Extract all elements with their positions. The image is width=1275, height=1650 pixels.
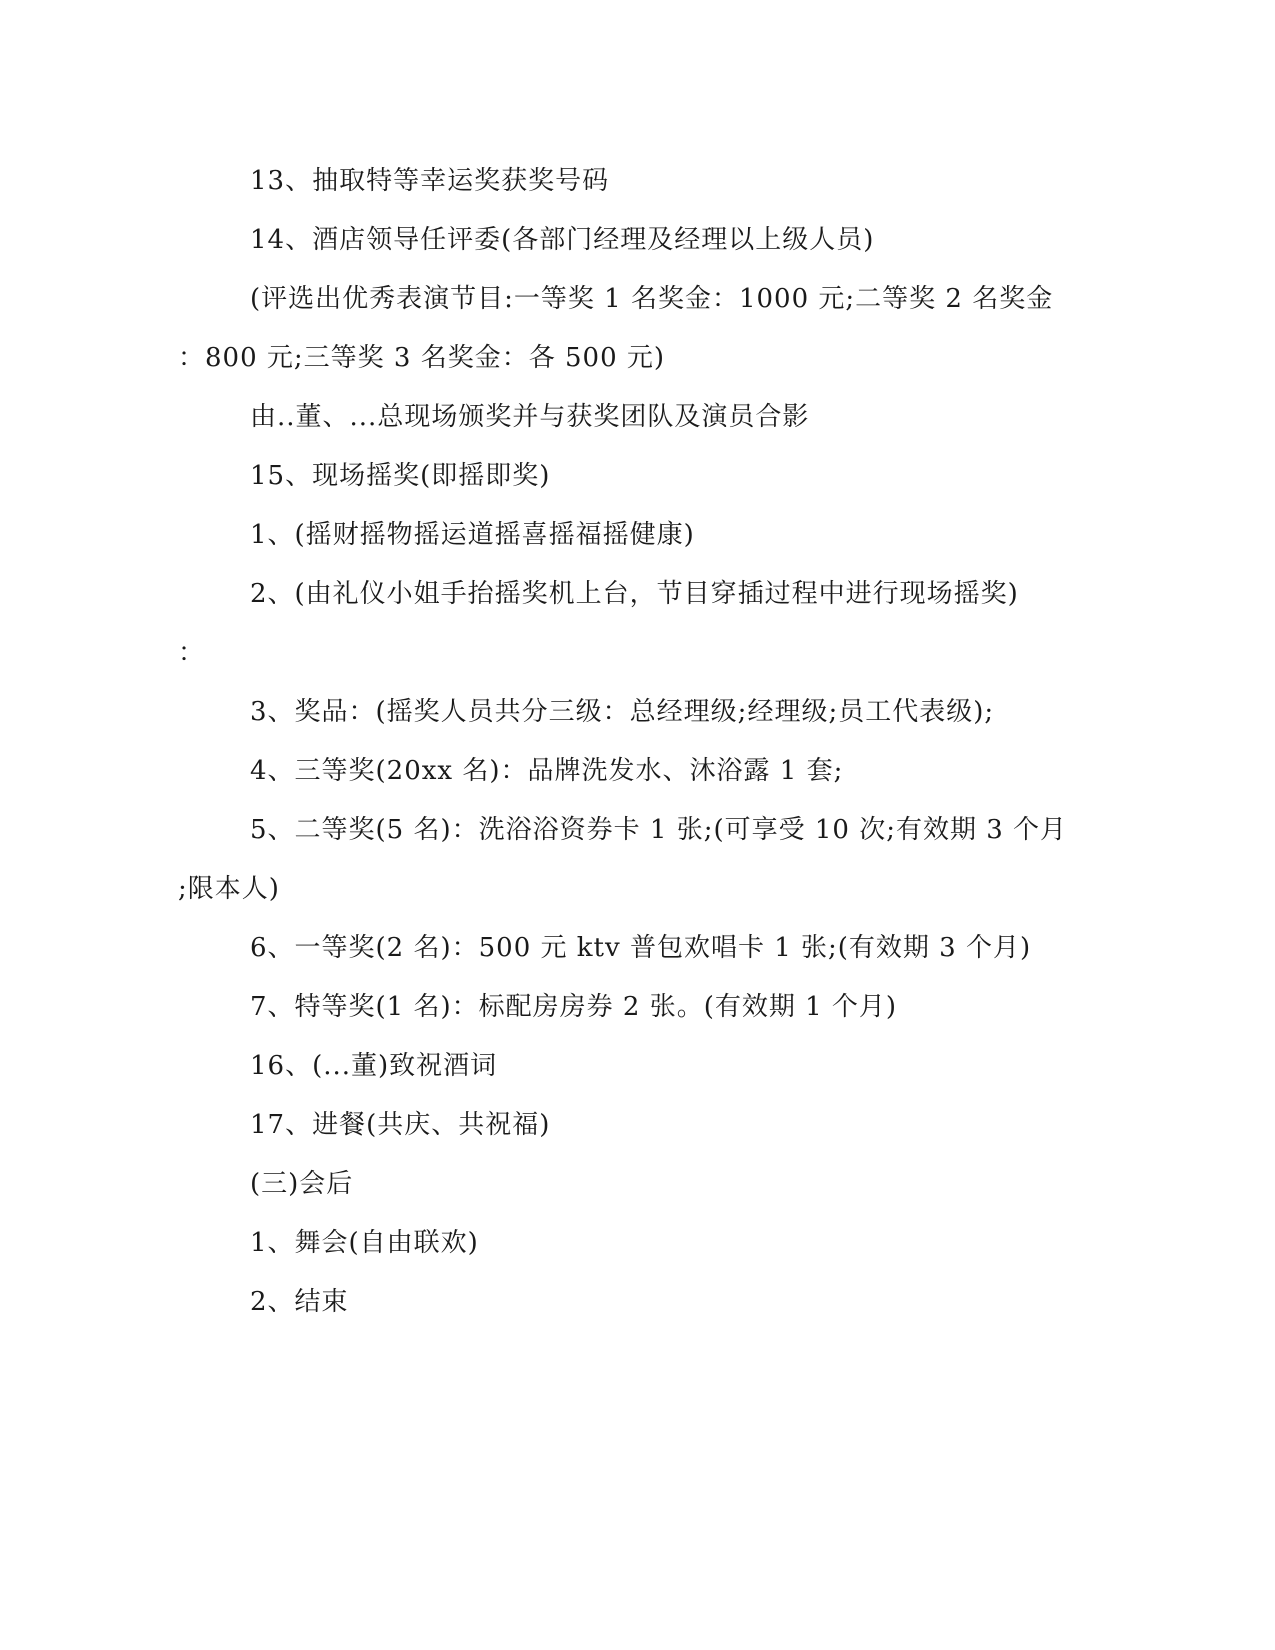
lottery-item-4-third-prize: 4、三等奖(20xx 名)：品牌洗发水、沐浴露 1 套; — [250, 756, 844, 786]
lottery-item-1: 1、(摇财摇物摇运道摇喜摇福摇健康) — [250, 520, 695, 550]
award-presentation-line: 由..董、...总现场颁奖并与获奖团队及演员合影 — [250, 402, 810, 432]
item-14-judges: 14、酒店领导任评委(各部门经理及经理以上级人员) — [250, 225, 875, 255]
item-17-dinner: 17、进餐(共庆、共祝福) — [250, 1110, 551, 1140]
after-item-1-dance: 1、舞会(自由联欢) — [250, 1228, 479, 1258]
lottery-item-6-first-prize: 6、一等奖(2 名)：500 元 ktv 普包欢唱卡 1 张;(有效期 3 个月) — [250, 933, 1032, 963]
lottery-item-7-grand-prize: 7、特等奖(1 名)：标配房房券 2 张。(有效期 1 个月) — [250, 992, 898, 1022]
lottery-item-2-continuation: ： — [178, 638, 206, 668]
item-15-lottery: 15、现场摇奖(即摇即奖) — [250, 461, 551, 491]
lottery-item-5-continuation: ;限本人) — [178, 874, 280, 904]
section-after-meeting-heading: (三)会后 — [250, 1169, 354, 1199]
lottery-item-3-prizes: 3、奖品：(摇奖人员共分三级：总经理级;经理级;员工代表级); — [250, 697, 995, 727]
awards-paragraph-line-2: ：800 元;三等奖 3 名奖金：各 500 元) — [178, 343, 666, 373]
awards-paragraph-line-1: (评选出优秀表演节目:一等奖 1 名奖金：1000 元;二等奖 2 名奖金 — [250, 284, 1054, 314]
after-item-2-end: 2、结束 — [250, 1287, 349, 1317]
item-13-draw-grand-prize: 13、抽取特等幸运奖获奖号码 — [250, 166, 610, 196]
lottery-item-2: 2、(由礼仪小姐手抬摇奖机上台，节目穿插过程中进行现场摇奖) — [250, 579, 1019, 609]
item-16-toast: 16、(...董)致祝酒词 — [250, 1051, 498, 1081]
lottery-item-5-second-prize: 5、二等奖(5 名)：洗浴浴资券卡 1 张;(可享受 10 次;有效期 3 个月 — [250, 815, 1068, 845]
